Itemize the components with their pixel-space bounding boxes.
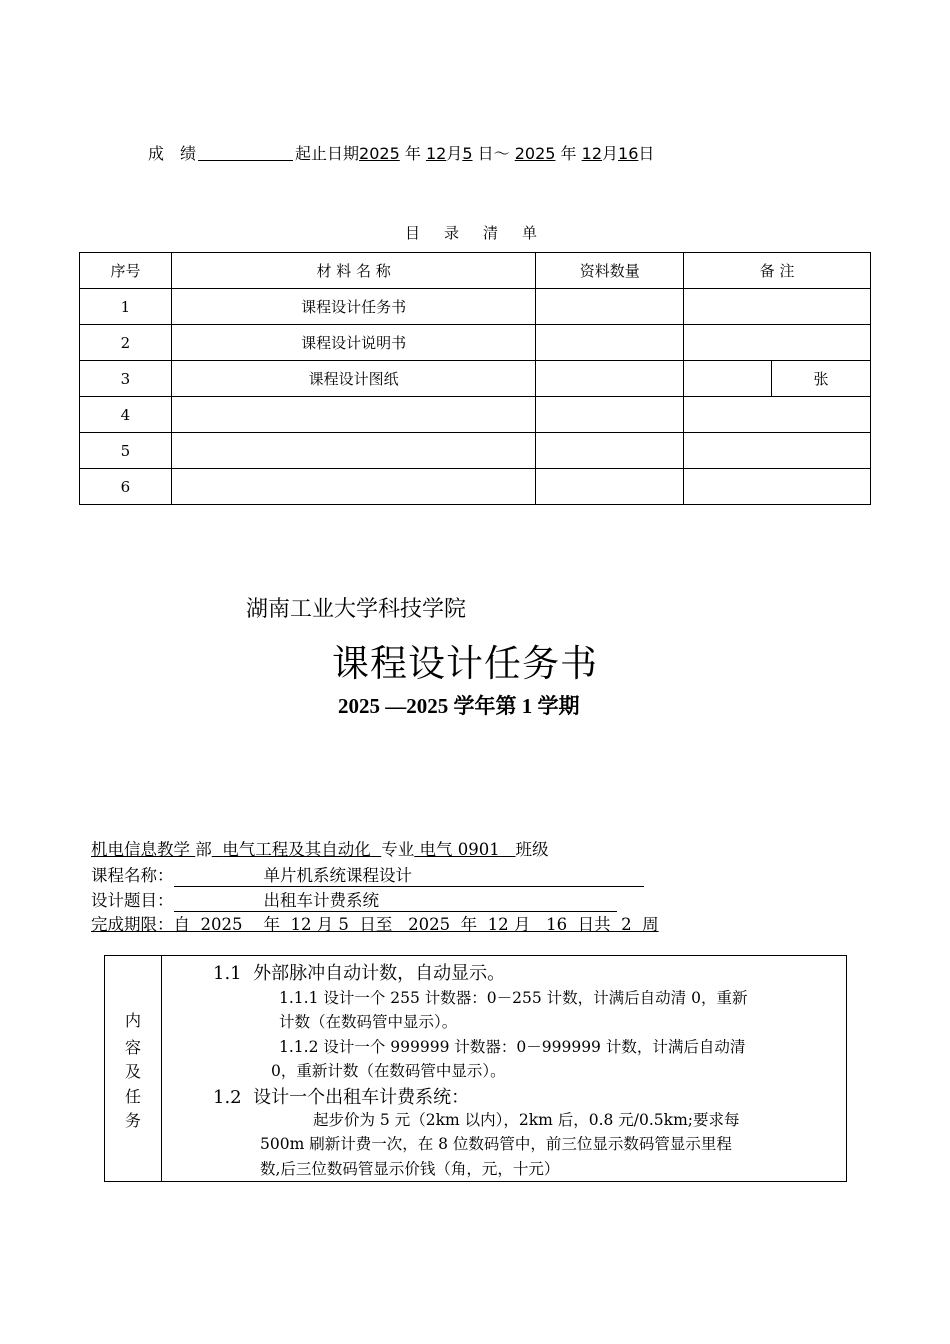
dept: 机电信息教学 [91, 840, 190, 859]
course-label: 课程名称： [91, 866, 174, 885]
topic-line [91, 887, 617, 912]
table-row [80, 325, 871, 361]
header-no: 序号 [80, 253, 172, 289]
end-day: 16 [618, 144, 639, 163]
row-note [684, 289, 871, 325]
grade-blank [198, 144, 293, 161]
toc-title-char: 单 [522, 224, 540, 242]
table-row [80, 361, 871, 397]
tilde: 日～ [477, 144, 510, 163]
header-name: 材 料 名 称 [171, 253, 536, 289]
class-name: 电气 0901 [419, 840, 500, 859]
row-qty [536, 289, 684, 325]
row-name: 课程设计图纸 [171, 361, 536, 397]
side-char: 内 [124, 1011, 141, 1030]
month-char: 月 [602, 144, 619, 163]
school-name: 湖南工业大学科技学院 [246, 597, 467, 622]
section-1-1: 1.1 外部脉冲自动计数，自动显示。 [213, 963, 506, 984]
row-no: 2 [80, 325, 172, 361]
row-no: 3 [80, 361, 172, 397]
row-name: 课程设计任务书 [171, 289, 536, 325]
row-unit: 张 [772, 361, 871, 397]
row-qty [536, 361, 684, 397]
side-char: 务 [124, 1111, 141, 1130]
period-line: 完成期限：自 2025 年 12 月 5 日至 2025 年 12 月 16 日共 2 周 [91, 915, 659, 934]
side-char: 任 [124, 1087, 141, 1106]
table-row [80, 289, 871, 325]
side-char: 容 [124, 1038, 141, 1057]
grade-date-line [148, 141, 654, 164]
row-name: 课程设计说明书 [171, 325, 536, 361]
toc-title-char: 录 [444, 224, 462, 242]
class-suffix: 班级 [515, 840, 549, 859]
row-name [171, 397, 536, 433]
course-line [91, 862, 644, 887]
side-char: 及 [124, 1062, 141, 1081]
end-month: 12 [581, 144, 602, 163]
row-qty [536, 433, 684, 469]
major-suffix: 专业 [381, 840, 415, 859]
row-no: 1 [80, 289, 172, 325]
table-row [80, 397, 871, 433]
end-year: 2025 [514, 144, 556, 163]
header-note: 备 注 [684, 253, 871, 289]
row-qty [536, 469, 684, 505]
year-char: 年 [560, 144, 577, 163]
row-note [684, 325, 871, 361]
table-row [80, 433, 871, 469]
topic-label: 设计题目： [91, 891, 174, 910]
start-day: 5 [462, 144, 473, 163]
row-note [684, 361, 772, 397]
page-title: 课程设计任务书 [332, 642, 598, 685]
row-qty [536, 397, 684, 433]
toc-title-char: 清 [483, 224, 501, 242]
row-no: 5 [80, 433, 172, 469]
content-box [104, 955, 847, 1182]
major: 电气工程及其自动化 [222, 840, 371, 859]
row-note [684, 433, 871, 469]
para-1-2a: 起步价为 5 元（2km 以内），2km 后，0.8 元/0.5km;要求每 [313, 1111, 740, 1129]
course-name: 单片机系统课程设计 [263, 866, 412, 885]
toc-title [405, 222, 561, 243]
row-no: 6 [80, 469, 172, 505]
toc-table [79, 252, 871, 505]
content-side-column [105, 956, 162, 1181]
day-char: 日 [638, 144, 655, 163]
month-char: 月 [446, 144, 463, 163]
row-no: 4 [80, 397, 172, 433]
para-1-1-1a: 1.1.1 设计一个 255 计数器：0－255 计数，计满后自动清 0，重新 [279, 989, 748, 1007]
term-line: 2025 —2025 学年第 1 学期 [338, 694, 580, 718]
row-qty [536, 325, 684, 361]
row-name [171, 469, 536, 505]
row-note [684, 469, 871, 505]
year-char: 年 [404, 144, 421, 163]
grade-label: 成 绩 [148, 144, 197, 163]
section-1-2: 1.2 设计一个出租车计费系统： [213, 1087, 470, 1108]
table-header-row [80, 253, 871, 289]
table-row [80, 469, 871, 505]
dates-label: 起止日期 [295, 144, 360, 163]
para-1-1-1b: 计数（在数码管中显示）。 [279, 1013, 458, 1031]
para-1-2c: 数,后三位数码管显示价钱（角，元，十元） [260, 1160, 560, 1178]
para-1-1-2a: 1.1.2 设计一个 999999 计数器：0－999999 计数，计满后自动清 [279, 1038, 746, 1056]
course-fill [174, 862, 644, 887]
dept-line [91, 836, 549, 860]
toc-title-char: 目 [405, 224, 423, 242]
start-month: 12 [425, 144, 447, 163]
row-name [171, 433, 536, 469]
para-1-2b: 500m 刷新计费一次，在 8 位数码管中，前三位显示数码管显示里程 [260, 1135, 732, 1153]
start-year: 2025 [359, 144, 400, 163]
header-qty: 资料数量 [536, 253, 684, 289]
row-note [684, 397, 871, 433]
para-1-1-2b: 0，重新计数（在数码管中显示）。 [271, 1062, 506, 1080]
topic-fill [174, 887, 617, 912]
dept-suffix: 部 [195, 840, 212, 859]
topic-name: 出租车计费系统 [263, 891, 379, 910]
